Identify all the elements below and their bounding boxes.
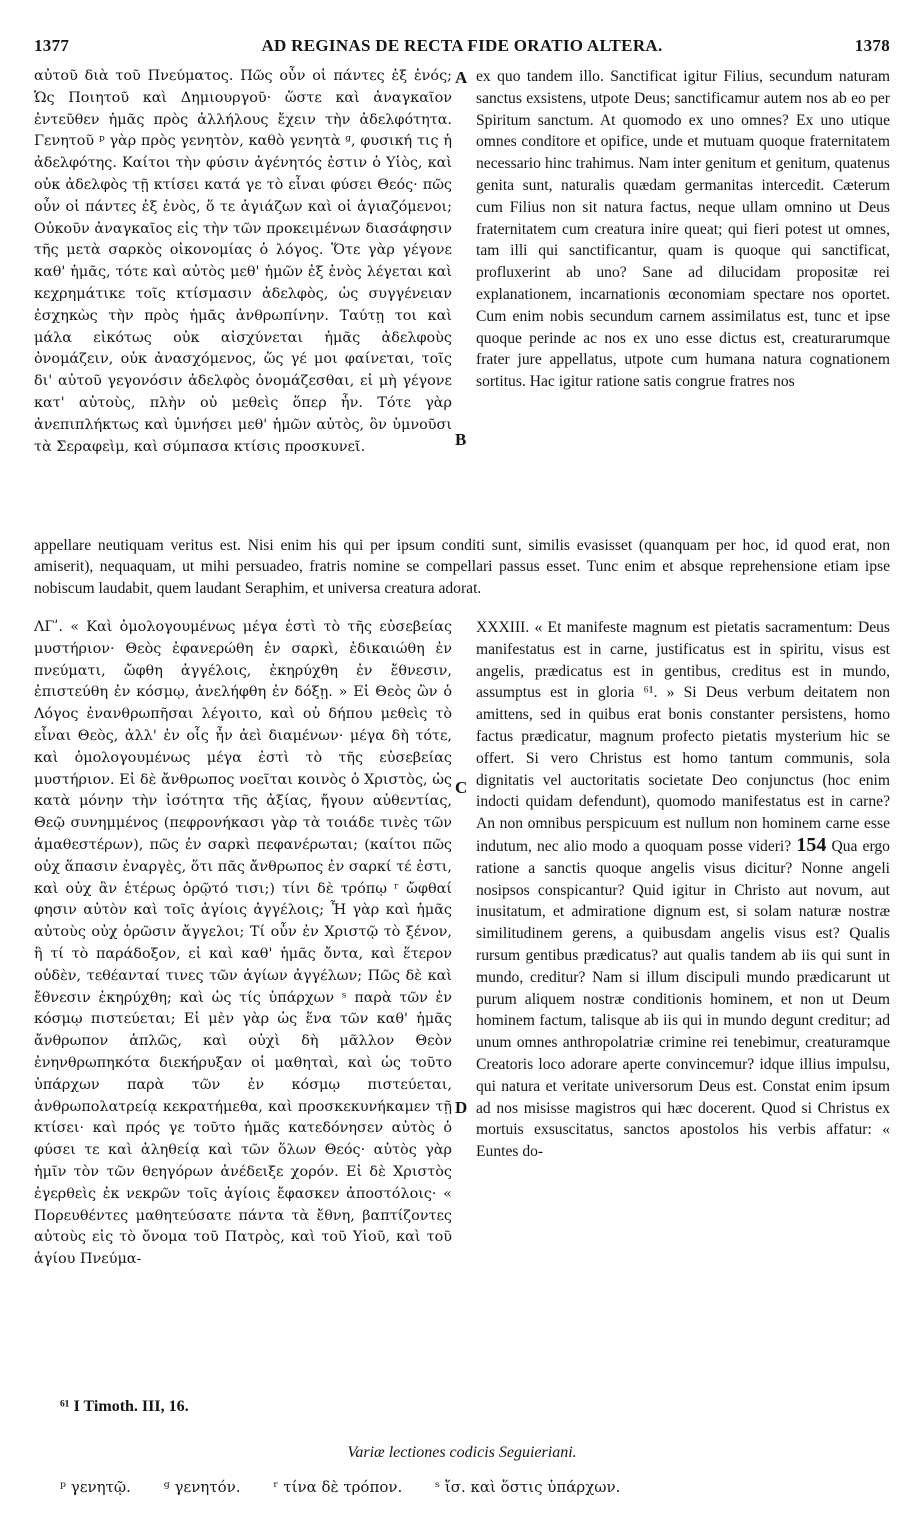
variae-lectiones-heading: Variæ lectiones codicis Seguieriani. bbox=[347, 1444, 577, 1461]
margin-marker-a: A bbox=[455, 68, 468, 87]
latin-text-top: ex quo tandem illo. Sanctificat igitur Filius, secundum naturam sanctus exsistens, utpote Deus; sanctificamur autem nos ab eo per Spiritum sanctum. At quomodo ex uno omnes? Ex uno utique omnes conditore et opifice, unde et mutuam quoque fraternitatem necessario hinc trahimus. Nam inter genitum et genitum, quatenus genita sunt, naturalis quædam germanitas intercedit. Cæterum cum Filius non sit natura factus, neque ullam omnino ut Deus fraternitatem cum creatura inire queat; qui fieri potest ut omnes, tam illi qui sanctificantur, quam is quoque qui sanctificat, profluxerint ab uno? Sane ad dilucidam propositæ rei explanationem, incarnationis œconomiam spectare nos oportet. Cum enim nobis secundum carnem assimilatus est, tunc et ipse quoque perinde ac nos ex uno esse dictus est, creaturarumque frater jure appellatus, utpote cum humana natura cognationem sortitus. Hac igitur ratione satis congrue fratres nos bbox=[476, 68, 890, 391]
latin-text-bottom-a: XXXIII. « Et manifeste magnum est pietatis sacramentum: Deus manifestatus est in carne, justificatus est in spiritu, visus est angelis, prædicatus est in gentibus, creditus est in mundo, assumptus est in gloria ⁶¹. » Si Deus verbum deitatem non amittens, sed in quibus erat bonis constanter persistens, homo factus prædicatur, magnum profecto pietatis mysterium hic se offert. Si vero Christus est homo tantum communis, sola dignitatis vel auctoritatis societate Deo conjunctus (hoc enim indocti quidam defendunt), quomodo manifestatus est in carne? An non omnibus perspicuum est nullum non hominem carne esse indutum, nec alio modo a quoquam posse videri? bbox=[476, 619, 890, 855]
page-number-right: 1378 bbox=[854, 36, 890, 55]
margin-marker-d: D bbox=[455, 1098, 468, 1117]
latin-text-full: appellare neutiquam veritus est. Nisi enim his qui per ipsum conditi sunt, similis evasisset (quanquam per hoc, id quod erat, non amiserit), nequaquam, ut mihi persuadeo, fratris nomine se compellari passus esset. Tunc enim et absque reprehensione etiam ipse nobiscum laudabit, quem laudant Seraphim, et universa creatura adorat. bbox=[34, 536, 890, 598]
footnote: ⁶¹ I Timoth. III, 16. bbox=[60, 1398, 189, 1415]
greek-column-top bbox=[34, 66, 452, 458]
latin-full-width-paragraph bbox=[34, 519, 890, 616]
running-head-title: AD REGINAS DE RECTA FIDE ORATIO ALTERA. bbox=[261, 36, 663, 55]
greek-column-bottom bbox=[34, 617, 452, 1271]
greek-text-top: αὐτοῦ διὰ τοῦ Πνεύματος. Πῶς οὖν οἱ πάντες ἐξ ἑνός; Ὡς Ποιητοῦ καὶ Δημιουργοῦ· ὥστε καὶ ἀναγκαῖον ἐντεῦθεν ἡμᾶς πρὸς ἀλλήλους ἔχειν τὴν ἀδελφότητα. Γενητοῦ ᵖ γὰρ πρὸς γενητὸν, καθὸ γενητὰ ᵍ, φυσική τις ἡ ἀδελφότης. Καίτοι τὴν φύσιν ἀγένητός ἐστιν ὁ Υἱὸς, καὶ οὐκ ἀδελφὸς τῇ κτίσει κατά γε τὸ εἶναι φύσει Θεός· πῶς οὖν οἱ πάντες ἐξ ἑνὸς, ὅ τε ἁγιάζων καὶ οἱ ἁγιαζόμενοι; Οὐκοῦν ἀναγκαῖος εἰς τὴν τῶν προκειμένων διασάφησιν τῆς μετὰ σαρκὸς οἰκονομίας ὁ λόγος. Ὅτε γὰρ γέγονε καθ' ἡμᾶς, τότε καὶ αὐτὸς μεθ' ἡμῶν ἐξ ἑνὸς λέγεται καὶ κεχρημάτικε τοῖς κτίσμασιν ἀδελφὸς, ὡς συγγένειαν ἐσχηκὼς τὴν πρὸς ἡμᾶς ἀνθρωπίνην. Ταύτῃ τοι καὶ μάλα εἰκότως οὐκ αἰσχύνεται ἡμᾶς ἀδελφοὺς ὀνομάζειν, οὐκ ἀνασχόμενος, ὥς γέ μοι φαίνεται, τοῖς δι' αὐτοῦ γεγονόσιν ἀδελφὸς ὀνομάζεσθαι, εἰ μὴ γέγονε κατ' αὐτοὺς, πλὴν οὐ μεθεὶς ὅπερ ἦν. Τότε γὰρ ἀνεπιπλήκτως καὶ ὑμνήσει μεθ' ἡμῶν αὐτὸς, ὃν ὑμνοῦσι τὰ Σεραφεὶμ, καὶ σύμπασα κτίσις προσκυνεῖ. bbox=[34, 68, 452, 455]
running-header bbox=[34, 36, 890, 58]
inline-page-number: 154 bbox=[796, 833, 827, 856]
page-number-left: 1377 bbox=[34, 36, 70, 55]
latin-column-bottom bbox=[476, 617, 890, 1163]
variant-reading: ʳ τίνα δὲ τρόπον. bbox=[273, 1478, 403, 1496]
latin-column-top bbox=[476, 66, 890, 393]
margin-marker-b: B bbox=[455, 430, 467, 449]
latin-text-bottom-b: Qua ergo ratione a sanctis quoque angelis visus dicitur? Nonne angeli nosipsos conspicantur? Quid igitur in Christo aut novum, aut inusitatum, et admiratione dignum est, si solam naturæ nostræ similitudinem gerens, a quibusdam angelis visus est? Qualis rursum gentibus prædicatus? aut qualis tandem ab iis qui sunt in mundo, creditur? Nam si illum discipuli mundo prædicarunt ut purum aliquem nostræ conditionis hominem, et non ut Deum hominem factum, talisque ab iis qui in mundo degunt creditur; ad unum omnes anthropolatriæ crimine rei tenebimur, creaturamque Creatoris loco adorare aperte convincemur? idque illius impulsu, qui natura et veritate universorum Deus est. Constat enim ipsum ad nos misisse magistros qui hæc docerent. Quod si Christus ex mortuis exsuscitatus, sanctos apostolos his verbis affatur: « Euntes do- bbox=[476, 837, 890, 1161]
greek-text-bottom: ΛΓʹ. « Καὶ ὁμολογουμένως μέγα ἐστὶ τὸ τῆς εὐσεβείας μυστήριον· Θεὸς ἐφανερώθη ἐν σαρκὶ, ἐδικαιώθη ἐν πνεύματι, ὤφθη ἀγγέλοις, ἐκηρύχθη ἐν ἔθνεσιν, ἐπιστεύθη ἐν κόσμῳ, ἀνελήφθη ἐν δόξῃ. » Εἰ Θεὸς ὢν ὁ Λόγος ἐνανθρωπῆσαι λέγοιτο, καὶ οὐ δήπου μεθεὶς τὸ εἶναι Θεὸς, ἀλλ' ἐν οἷς ἦν ἀεὶ διαμένων· μέγα δὴ τότε, καὶ ὁμολογουμένως μέγα ἐστὶ τὸ τῆς εὐσεβείας μυστήριον. Εἰ δὲ ἄνθρωπος νοεῖται κοινὸς ὁ Χριστὸς, ὡς κατὰ μόνην τὴν ἰσότητα τῆς ἀξίας, ἤγουν αὐθεντίας, Θεῷ συνημμένος (πεφρονήκασι γὰρ τὰ τοιάδε τινὲς τῶν ἀμαθεστέρων), πῶς ἐν σαρκὶ πεφανέρωται; (καίτοι πῶς οὐχ ἅπασιν ἐναργὲς, ὅτι πᾶς ἄνθρωπος ἐν σαρκί τέ ἐστι, καὶ οὐχ ἂν ἑτέρως ὁρῷτό τισι;) τίνι δὲ τρόπῳ ʳ ὤφθαί φησιν αὐτὸν καὶ τοῖς ἁγίοις ἀγγέλοις; Ἦ γὰρ καὶ ἡμᾶς αὐτοὺς οὐχ ὁρῶσιν ἄγγελοι; Τί οὖν ἐν Χριστῷ τὸ ξένον, ἢ τί τὸ παράδοξον, εἰ καὶ καθ' ἡμᾶς ὄντα, καὶ ἕτερον οὐδὲν, τεθέανταί τινες τῶν ἁγίων ἀγγέλων; Πῶς δὲ καὶ ἔθνεσιν ἐκηρύχθη; καὶ ὡς τίς ὑπάρχων ˢ παρὰ τῶν ἐν κόσμῳ πιστεύεται; Εἰ μὲν γὰρ ὡς ἕνα τῶν καθ' ἡμᾶς ἄνθρωπον ἁπλῶς, καὶ οὐχὶ δὴ μᾶλλον Θεὸν ἐνηνθρωπηκότα διεκήρυξαν οἱ μαθηταὶ, καὶ ὡς τοῦτο ὑπάρχων παρὰ τῶν ἐν κόσμῳ πιστεύεται, ἀνθρωπολατρείᾳ κεκρατήμεθα, καὶ προσκεκυνήκαμεν τῇ κτίσει· καὶ πρός γε τοῦτο ἡμᾶς κατεδόνησεν αὐτὸς ὁ φύσει τε καὶ ἀληθείᾳ καὶ τῶν ὅλων Θεός· αὐτὸς γὰρ ἡμῖν τὸν τῶν θεηγόρων ἀνέδειξε χορόν. Εἰ δὲ Χριστὸς ἐγερθεὶς ἐκ νεκρῶν τοῖς ἁγίοις ἔφασκεν ἀποστόλοις· « Πορευθέντες μαθητεύσατε πάντα τὰ ἔθνη, βαπτίζοντες αὐτοὺς εἰς τὸ ὄνομα τοῦ Πατρὸς, καὶ τοῦ Υἱοῦ, καὶ τοῦ ἁγίου Πνεύμα- bbox=[34, 619, 452, 1268]
variant-reading: ᵖ γενητῷ. bbox=[60, 1478, 131, 1496]
variae-lectiones-list bbox=[60, 1478, 648, 1496]
latin-text-bottom bbox=[476, 617, 890, 1163]
margin-marker-c: C bbox=[455, 778, 468, 797]
variant-reading: ˢ ἴσ. καὶ ὅστις ὑπάρχων. bbox=[435, 1478, 621, 1496]
variant-reading: ᵍ γενητόν. bbox=[163, 1478, 241, 1496]
